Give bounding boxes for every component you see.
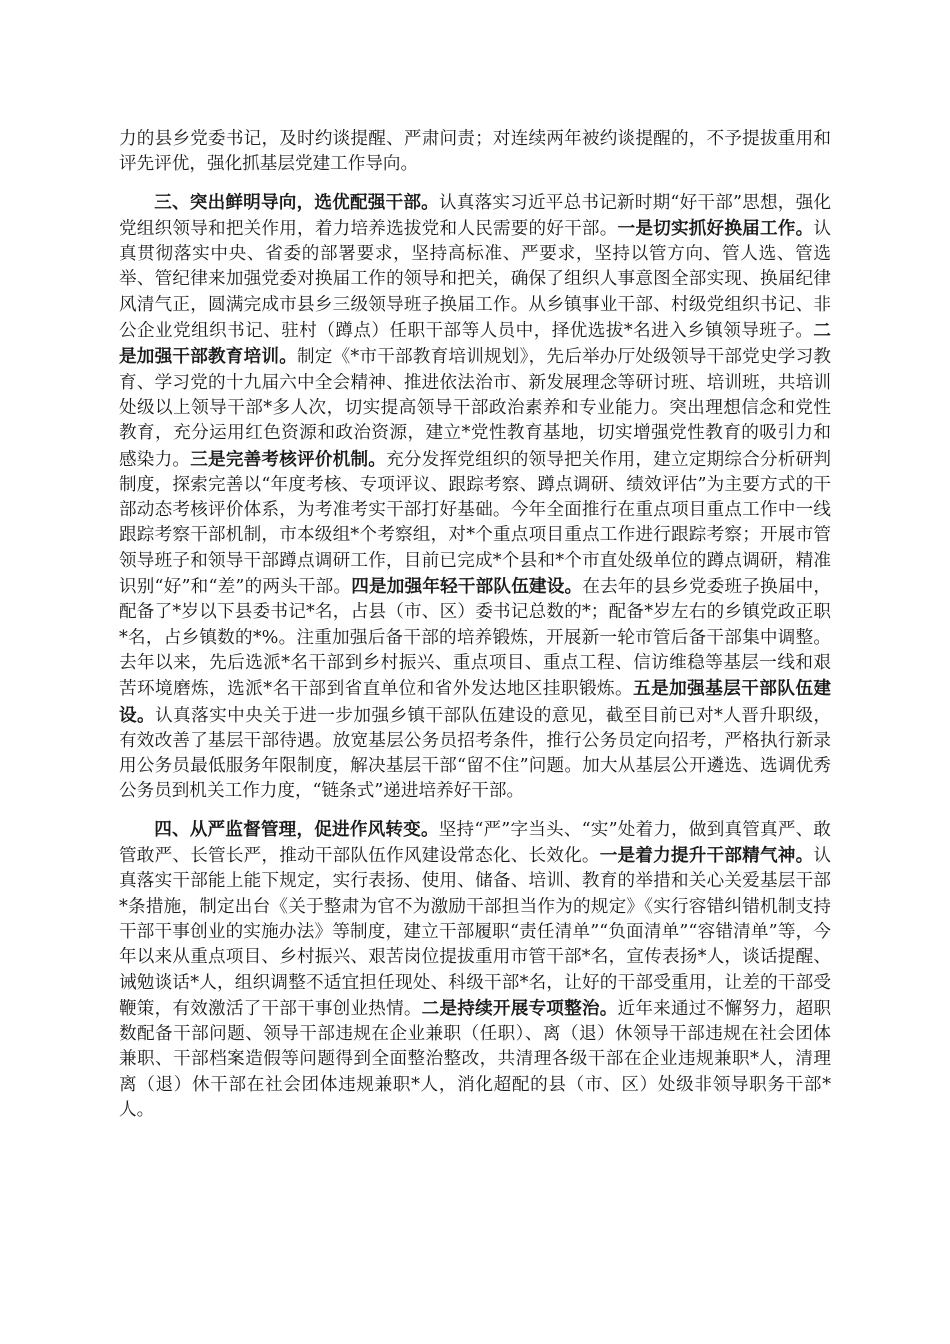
body-text: 认真落实干部能上能下规定，实行表扬、使用、储备、培训、教育的举措和关心关爱基层干部*条措施，制定出台《关于整肃为官不为激励干部担当作为的规定》《实行容错纠错机制支持干部干事创业的实施办法》等制度，建立干部履职“责任清单”“负面清单”“容错清单”等，今年以来从重点项目、乡村振兴、艰苦岗位提拔重用市管干部*名，宣传表扬*人，谈话提醒、诫勉谈话*人，组织调整不适宜担任现处、科级干部*名，让好的干部受重用，让差的干部受鞭策，有效激活了干部干事创业热情。	[119, 846, 831, 1019]
subheading: 二是持续开展专项整治。	[421, 997, 618, 1019]
subheading: 四是加强年轻干部队伍建设。	[351, 576, 583, 598]
section-heading: 三、突出鲜明导向，选优配强干部。	[154, 191, 439, 213]
subheading: 二是加强干部教育培训。	[119, 320, 831, 368]
body-text: 制定《*市干部教育培训规划》，先后举办厅处级领导干部党史学习教育、学习党的十九届六中全会精神、推进依法治市、新发展理念等研讨班、培训班，共培训处级以上领导干部*多人次，切实提高领导干部政治素养和专业能力。突出理想信念和党性教育，充分运用红色资源和政治资源，建立*党性教育基地，切实增强党性教育的吸引力和感染力。	[119, 347, 831, 470]
body-text: 在去年的县乡党委班子换届中，配备了*岁以下县委书记*名，占县（市、区）委书记总数的*；配备*岁左右的乡镇党政正职*名，占乡镇数的*%。注重加强后备干部的培养锻炼，开展新一轮市管后备干部集中调整。去年以来，先后选派*名干部到乡村振兴、重点项目、重点工程、信访维稳等基层一线和艰苦环境磨炼，选派*名干部到省直单位和省外发达地区挂职锻炼。	[119, 577, 831, 700]
subheading: 三是完善考核评价机制。	[190, 448, 387, 470]
body-text: 认真落实习近平总书记新时期“好干部”思想，强化党组织领导和把关作用，着力培养选拔党和人民需要的好干部。	[119, 192, 831, 239]
paragraph-section-four	[119, 817, 831, 1124]
document-page	[119, 127, 831, 1135]
body-text: 近年来通过不懈努力，超职数配备干部问题、领导干部违规在企业兼职（任职）、离（退）休领导干部违规在社会团体兼职、干部档案造假等问题得到全面整治整改，共清理各级干部在企业违规兼职*人，清理离（退）休干部在社会团体违规兼职*人，消化超配的县（市、区）处级非领导职务干部*人。	[119, 998, 831, 1120]
section-heading: 四、从严监督管理，促进作风转变。	[154, 818, 439, 840]
body-text: 认真贯彻落实中央、省委的部署要求，坚持高标准、严要求，坚持以管方向、管人选、管选举、管纪律来加强党委对换届工作的领导和把关，确保了组织人事意图全部实现、换届纪律风清气正，圆满完成市县乡三级领导班子换届工作。从乡镇事业干部、村级党组织书记、非公企业党组织书记、驻村（蹲点）任职干部等人员中，择优选拔*名进入乡镇领导班子。	[119, 218, 831, 342]
body-text: 充分发挥党组织的领导把关作用，建立定期综合分析研判制度，探索完善以“年度考核、专项评议、跟踪考察、蹲点调研、绩效评估”为主要方式的干部动态考核评价体系，为考准考实干部打好基础。今年全面推行在重点项目重点工作中一线跟踪考察干部机制，市本级组*个考察组，对*个重点项目重点工作进行跟踪考察；开展市管领导班子和领导干部蹲点调研工作，目前已完成*个县和*个市直处级单位的蹲点调研，精准识别“好”和“差”的两头干部。	[119, 449, 831, 598]
subheading: 一是着力提升干部精气神。	[599, 845, 814, 867]
body-text: 认真落实中央关于进一步加强乡镇干部队伍建设的意见，截至目前已对*人晋升职级，有效改善了基层干部待遇。放宽基层公务员招考条件，推行公务员定向招考，严格执行新录用公务员最低服务年限制度，解决基层干部“留不住”问题。加大从基层公开遴选、选调优秀公务员到机关工作力度，“链条式”递进培养好干部。	[119, 705, 831, 802]
subheading: 五是加强基层干部队伍建设。	[119, 678, 831, 726]
paragraph-continuation	[119, 127, 831, 178]
paragraph-section-three	[119, 190, 831, 805]
body-text: 力的县乡党委书记，及时约谈提醒、严肃问责；对连续两年被约谈提醒的，不予提拔重用和评先评优，强化抓基层党建工作导向。	[119, 129, 831, 175]
subheading: 一是切实抓好换届工作。	[617, 217, 814, 239]
body-text: 坚持“严”字当头、“实”处着力，做到真管真严、敢管敢严、长管长严，推动干部队伍作风建设常态化、长效化。	[119, 819, 831, 867]
